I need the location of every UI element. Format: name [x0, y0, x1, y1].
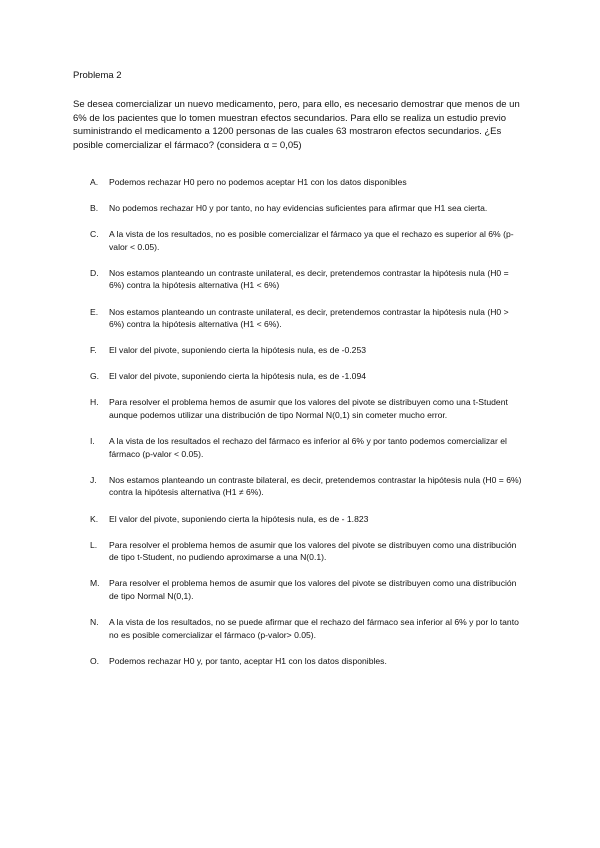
option-letter: H.	[90, 397, 99, 408]
answer-options-list	[90, 176, 522, 681]
option-letter: A.	[90, 177, 99, 187]
option-letter: J.	[90, 474, 97, 485]
answer-option-g	[90, 370, 522, 383]
option-text: Para resolver el problema hemos de asumir que los valores del pivote se distribuyen como una distribución de tipo t-Student, no pudiendo aproximarse a una N(0.1).	[109, 539, 517, 563]
option-text: Para resolver el problema hemos de asumir que los valores del pivote se distribuyen como una t-Student aunque podemos utilizar una distribución de tipo Normal N(0,1) sin cometer mucho error.	[109, 397, 508, 421]
answer-option-l	[90, 539, 522, 564]
option-letter: G.	[90, 371, 100, 382]
option-text: El valor del pivote, suponiendo cierta la hipótesis nula, es de -0.253	[109, 345, 367, 356]
option-letter: K.	[90, 513, 99, 524]
problem-statement: Se desea comercializar un nuevo medicamento, pero, para ello, es necesario demostrar que menos de un 6% de los pacientes que lo tomen muestran efectos secundarios. Para ello se realiza un estudio previo suministrando el medicamento a 1200 personas de las cuales 63 mostraron efectos secundarios. ¿Es posible comercializar el fármaco? (considera α = 0,05)	[73, 99, 520, 151]
option-letter: M.	[90, 578, 100, 589]
option-text: A la vista de los resultados el rechazo del fármaco es inferior al 6% y por tanto podemos comercializar el fármaco (p-valor < 0.05).	[109, 436, 507, 459]
answer-option-o	[90, 655, 522, 668]
option-text: A la vista de los resultados, no es posible comercializar el fármaco ya que el rechazo es superior al 6% (p-valor < 0.05).	[109, 229, 514, 252]
option-letter: C.	[90, 229, 99, 240]
option-letter: F.	[90, 345, 97, 356]
option-letter: E.	[90, 306, 99, 317]
answer-option-e	[90, 306, 522, 331]
option-text: A la vista de los resultados, no se puede afirmar que el rechazo del fármaco sea inferior al 6% y por lo tanto no es posible comercializar el fármaco (p-valor> 0.05).	[109, 616, 519, 640]
answer-option-m	[90, 577, 522, 602]
option-letter: O.	[90, 655, 100, 666]
problem-title: Problema 2	[73, 70, 122, 81]
option-text: Nos estamos planteando un contraste unilateral, es decir, pretendemos contrastar la hipótesis nula (H0 > 6%) contra la hipótesis alternativa (H1 < 6%).	[109, 306, 509, 330]
option-letter: N.	[90, 616, 99, 627]
answer-option-i	[90, 435, 522, 460]
answer-option-a	[90, 176, 522, 189]
option-text: Para resolver el problema hemos de asumir que los valores del pivote se distribuyen como una distribución de tipo Normal N(0,1).	[109, 578, 517, 601]
option-text: Podemos rechazar H0 y, por tanto, aceptar H1 con los datos disponibles.	[109, 655, 387, 666]
answer-option-c	[90, 228, 522, 253]
answer-option-j	[90, 474, 522, 499]
option-text: El valor del pivote, suponiendo cierta la hipótesis nula, es de -1.094	[109, 371, 367, 382]
option-text: No podemos rechazar H0 y por tanto, no hay evidencias suficientes para afirmar que H1 sea cierta.	[109, 203, 488, 214]
option-text: Nos estamos planteando un contraste bilateral, es decir, pretendemos contrastar la hipótesis nula (H0 = 6%) contra la hipótesis alternativa (H1 ≠ 6%).	[109, 474, 522, 498]
option-letter: I.	[90, 436, 95, 447]
answer-option-h	[90, 396, 522, 421]
answer-option-d	[90, 267, 522, 292]
answer-option-b	[90, 202, 522, 215]
option-text: Nos estamos planteando un contraste unilateral, es decir, pretendemos contrastar la hipótesis nula (H0 = 6%) contra la hipótesis alternativa (H1 < 6%)	[109, 267, 509, 291]
option-letter: D.	[90, 267, 99, 278]
answer-option-f	[90, 344, 522, 357]
option-letter: B.	[90, 203, 99, 214]
option-text: Podemos rechazar H0 pero no podemos aceptar H1 con los datos disponibles	[109, 177, 407, 187]
answer-option-k	[90, 513, 522, 526]
answer-option-n	[90, 616, 522, 641]
option-letter: L.	[90, 539, 98, 550]
option-text: El valor del pivote, suponiendo cierta la hipótesis nula, es de - 1.823	[109, 513, 369, 524]
